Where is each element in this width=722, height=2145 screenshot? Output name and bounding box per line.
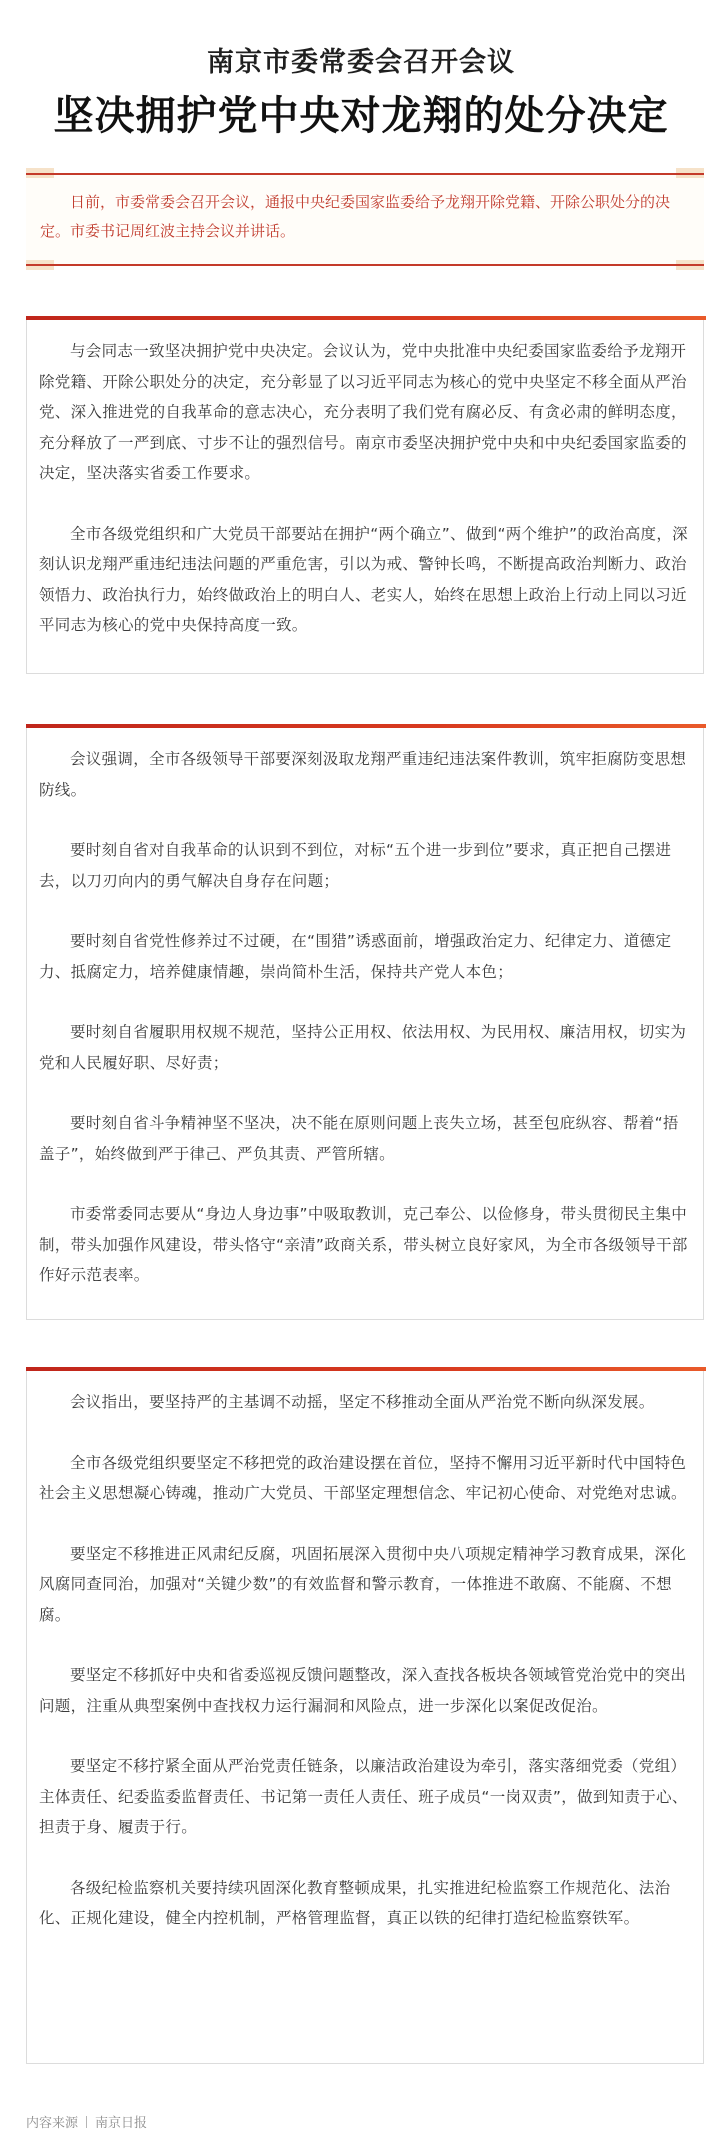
paragraph: 市委常委同志要从“身边人身边事”中吸取教训，克己奉公、以俭修身，带头贯彻民主集中制，带头加强作风建设，带头恪守“亲清”政商关系，带头树立良好家风，为全市各级领导干部作好示范表率。 <box>39 1205 688 1284</box>
intro-top-rule <box>26 173 704 175</box>
paragraph: 各级纪检监察机关要持续巩固深化教育整顿成果，扎实推进纪检监察工作规范化、法治化、正规化建设，健全内控机制，严格管理监督，真正以铁的纪律打造纪检监察铁军。 <box>39 1878 671 1927</box>
paragraph: 要时刻自省对自我革命的认识到不到位，对标“五个进一步到位”要求，真正把自己摆进去，以刀刃向内的勇气解决自身存在问题； <box>39 841 672 890</box>
section-accent-bar <box>26 724 706 728</box>
footer-divider <box>86 2116 87 2128</box>
section-body <box>39 1387 693 1934</box>
paragraph: 要坚定不移推进正风肃纪反腐，巩固拓展深入贯彻中央八项规定精神学习教育成果，深化风腐同查同治，加强对“关键少数”的有效监督和警示教育，一体推进不敢腐、不能腐、不想腐。 <box>39 1544 687 1624</box>
intro-text: 日前，市委常委会召开会议，通报中央纪委国家监委给予龙翔开除党籍、开除公职处分的决定。市委书记周红波主持会议并讲话。 <box>40 193 671 240</box>
paragraph: 要时刻自省斗争精神坚不坚决，决不能在原则问题上丧失立场，甚至包庇纵容、帮着“捂盖子”，始终做到严于律己、严负其责、严管所辖。 <box>39 1114 679 1163</box>
paragraph: 要坚定不移拧紧全面从严治党责任链条，以廉洁政治建设为牵引，落实落细党委（党组）主体责任、纪委监委监督责任、书记第一责任人责任、班子成员“一岗双责”，做到知责于心、担责于身、履责于行。 <box>39 1757 688 1836</box>
intro-bottom-rule <box>26 264 704 266</box>
section-body <box>39 744 693 1291</box>
intro-box <box>26 168 704 270</box>
paragraph: 与会同志一致坚决拥护党中央决定。会议认为，党中央批准中央纪委国家监委给予龙翔开除党籍、开除公职处分的决定，充分彰显了以习近平同志为核心的党中央坚定不移全面从严治党、深入推进党的自我革命的意志决心，充分表明了我们党有腐必反、有贪必肃的鲜明态度，充分释放了一严到底、寸步不让的强烈信号。南京市委坚决拥护党中央和中央纪委国家监委的决定，坚决落实省委工作要求。 <box>39 342 687 482</box>
paragraph: 要时刻自省党性修养过不过硬，在“围猎”诱惑面前，增强政治定力、纪律定力、道德定力、抵腐定力，培养健康情趣，崇尚简朴生活，保持共产党人本色； <box>39 932 672 981</box>
section-accent-bar <box>26 1367 706 1371</box>
section-card <box>26 316 704 674</box>
paragraph: 全市各级党组织要坚定不移把党的政治建设摆在首位，坚持不懈用习近平新时代中国特色社会主义思想凝心铸魂，推动广大党员、干部坚定理想信念、牢记初心使命、对党绝对忠诚。 <box>39 1453 687 1502</box>
section-card <box>26 1367 704 2064</box>
section-body <box>39 336 693 641</box>
source-label: 内容来源 <box>26 2116 79 2131</box>
paragraph: 要坚定不移抓好中央和省委巡视反馈问题整改，深入查找各板块各领域管党治党中的突出问题，注重从典型案例中查找权力运行漏洞和风险点，进一步深化以案促改促治。 <box>39 1666 687 1715</box>
paragraph: 会议指出，要坚持严的主基调不动摇，坚定不移推动全面从严治党不断向纵深发展。 <box>70 1393 655 1411</box>
paragraph: 要时刻自省履职用权规不规范，坚持公正用权、依法用权、为民用权、廉洁用权，切实为党和人民履好职、尽好责； <box>39 1023 687 1072</box>
paragraph: 全市各级党组织和广大党员干部要站在拥护“两个确立”、做到“两个维护”的政治高度，深刻认识龙翔严重违纪违法问题的严重危害，引以为戒、警钟长鸣，不断提高政治判断力、政治领悟力、政治执行力，始终做政治上的明白人、老实人，始终在思想上政治上行动上同以习近平同志为核心的党中央保持高度一致。 <box>39 524 688 634</box>
source-name: 南京日报 <box>95 2116 148 2131</box>
paragraph: 会议强调，全市各级领导干部要深刻汲取龙翔严重违纪违法案件教训，筑牢拒腐防变思想防线。 <box>39 750 687 799</box>
section-card <box>26 724 704 1320</box>
page-subtitle: 南京市委常委会召开会议 <box>207 47 515 78</box>
page-title: 坚决拥护党中央对龙翔的处分决定 <box>53 93 669 139</box>
section-accent-bar <box>26 316 706 320</box>
source-footer <box>26 2112 147 2131</box>
